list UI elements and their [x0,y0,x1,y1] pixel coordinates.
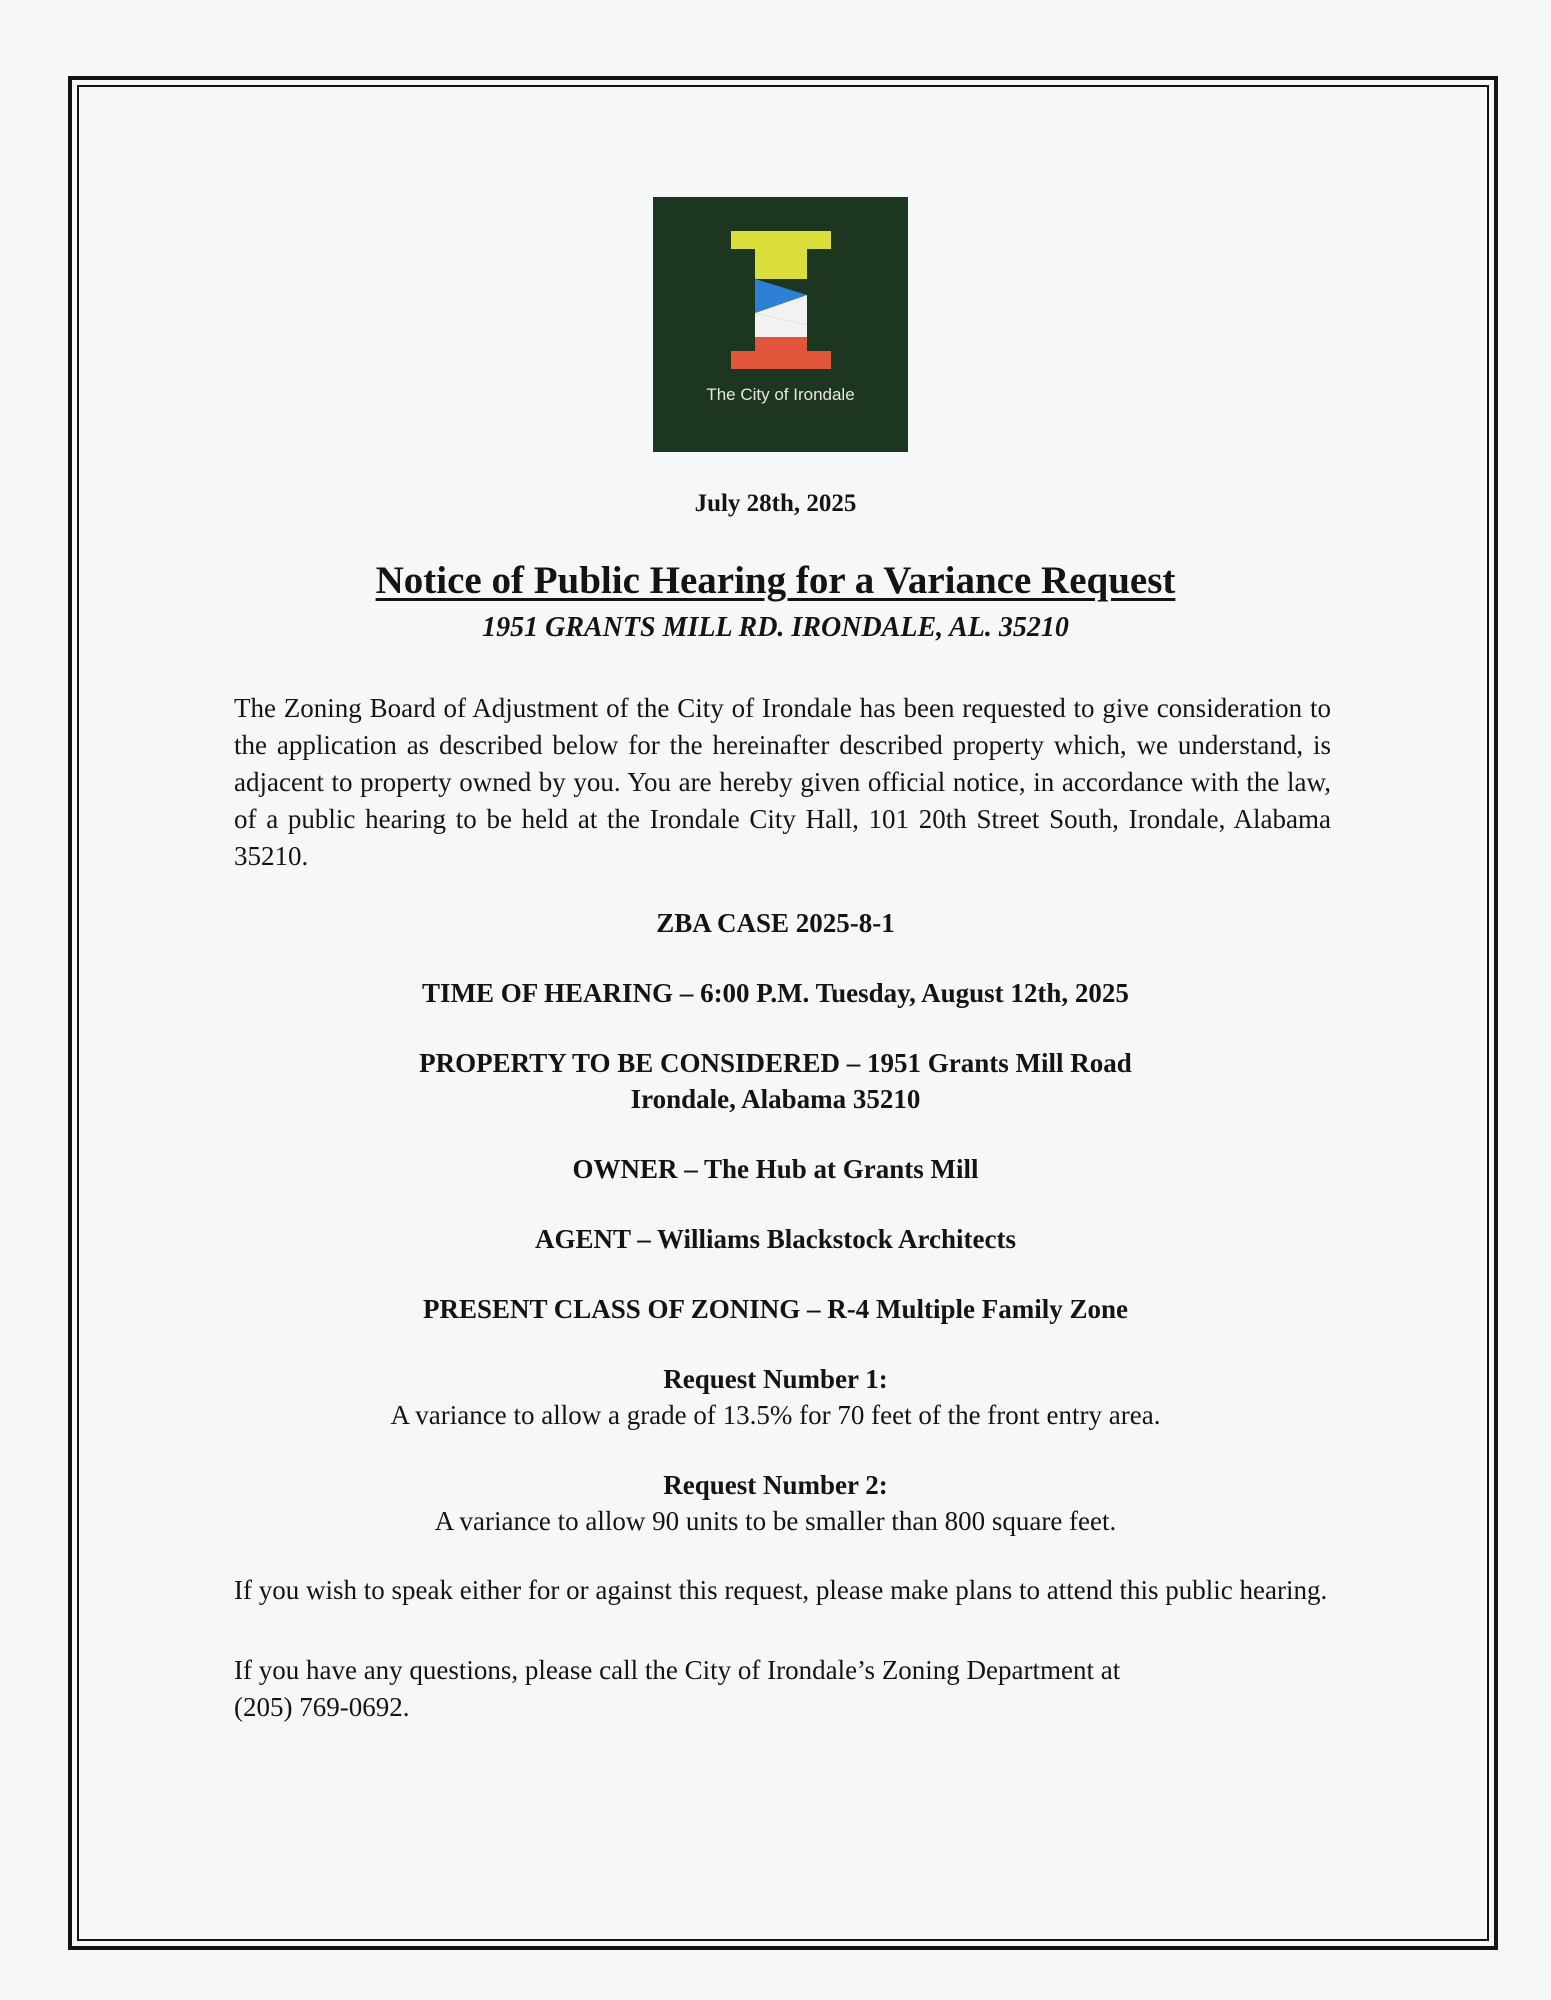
request-1-text: A variance to allow a grade of 13.5% for 70 feet of the front entry area. [390,1400,1161,1430]
agent-line: AGENT – Williams Blackstock Architects [534,1224,1017,1254]
zoning-class-line: PRESENT CLASS OF ZONING – R-4 Multiple Family Zone [422,1294,1129,1324]
property-address-heading: 1951 GRANTS MILL RD. IRONDALE, AL. 35210 [482,612,1069,643]
hearing-time: TIME OF HEARING – 6:00 P.M. Tuesday, August 12th, 2025 [422,978,1129,1008]
questions-paragraph [234,1652,1331,1726]
city-of-irondale-logo [653,197,908,452]
property-line-1: PROPERTY TO BE CONSIDERED – 1951 Grants Mill Road [419,1048,1132,1078]
case-number: ZBA CASE 2025-8-1 [656,908,895,938]
notice-date: July 28th, 2025 [694,490,857,517]
property-line-2: Irondale, Alabama 35210 [630,1084,921,1114]
irondale-i-mark-icon [653,197,908,452]
owner-line: OWNER – The Hub at Grants Mill [572,1154,979,1184]
notice-title: Notice of Public Hearing for a Variance Request [375,559,1176,602]
request-2-text: A variance to allow 90 units to be smaller than 800 square feet. [434,1506,1117,1536]
questions-line-1: If you have any questions, please call the City of Irondale’s Zoning Department at [234,1655,1121,1685]
speak-paragraph: If you wish to speak either for or against this request, please make plans to attend this public hearing. [234,1575,1328,1605]
intro-paragraph: The Zoning Board of Adjustment of the City of Irondale has been requested to give consideration to the application as described below for the hereinafter described property which, we understand, is adjacent to property owned by you. You are hereby given official notice, in accordance with the law, of a public hearing to be held at the Irondale City Hall, 101 20th Street South, Irondale, Alabama 35210. [234,693,1331,871]
contact-phone: (205) 769-0692. [234,1692,410,1722]
request-2-title: Request Number 2: [663,1470,888,1500]
request-1-title: Request Number 1: [663,1364,888,1394]
logo-caption: The City of Irondale [706,385,855,404]
